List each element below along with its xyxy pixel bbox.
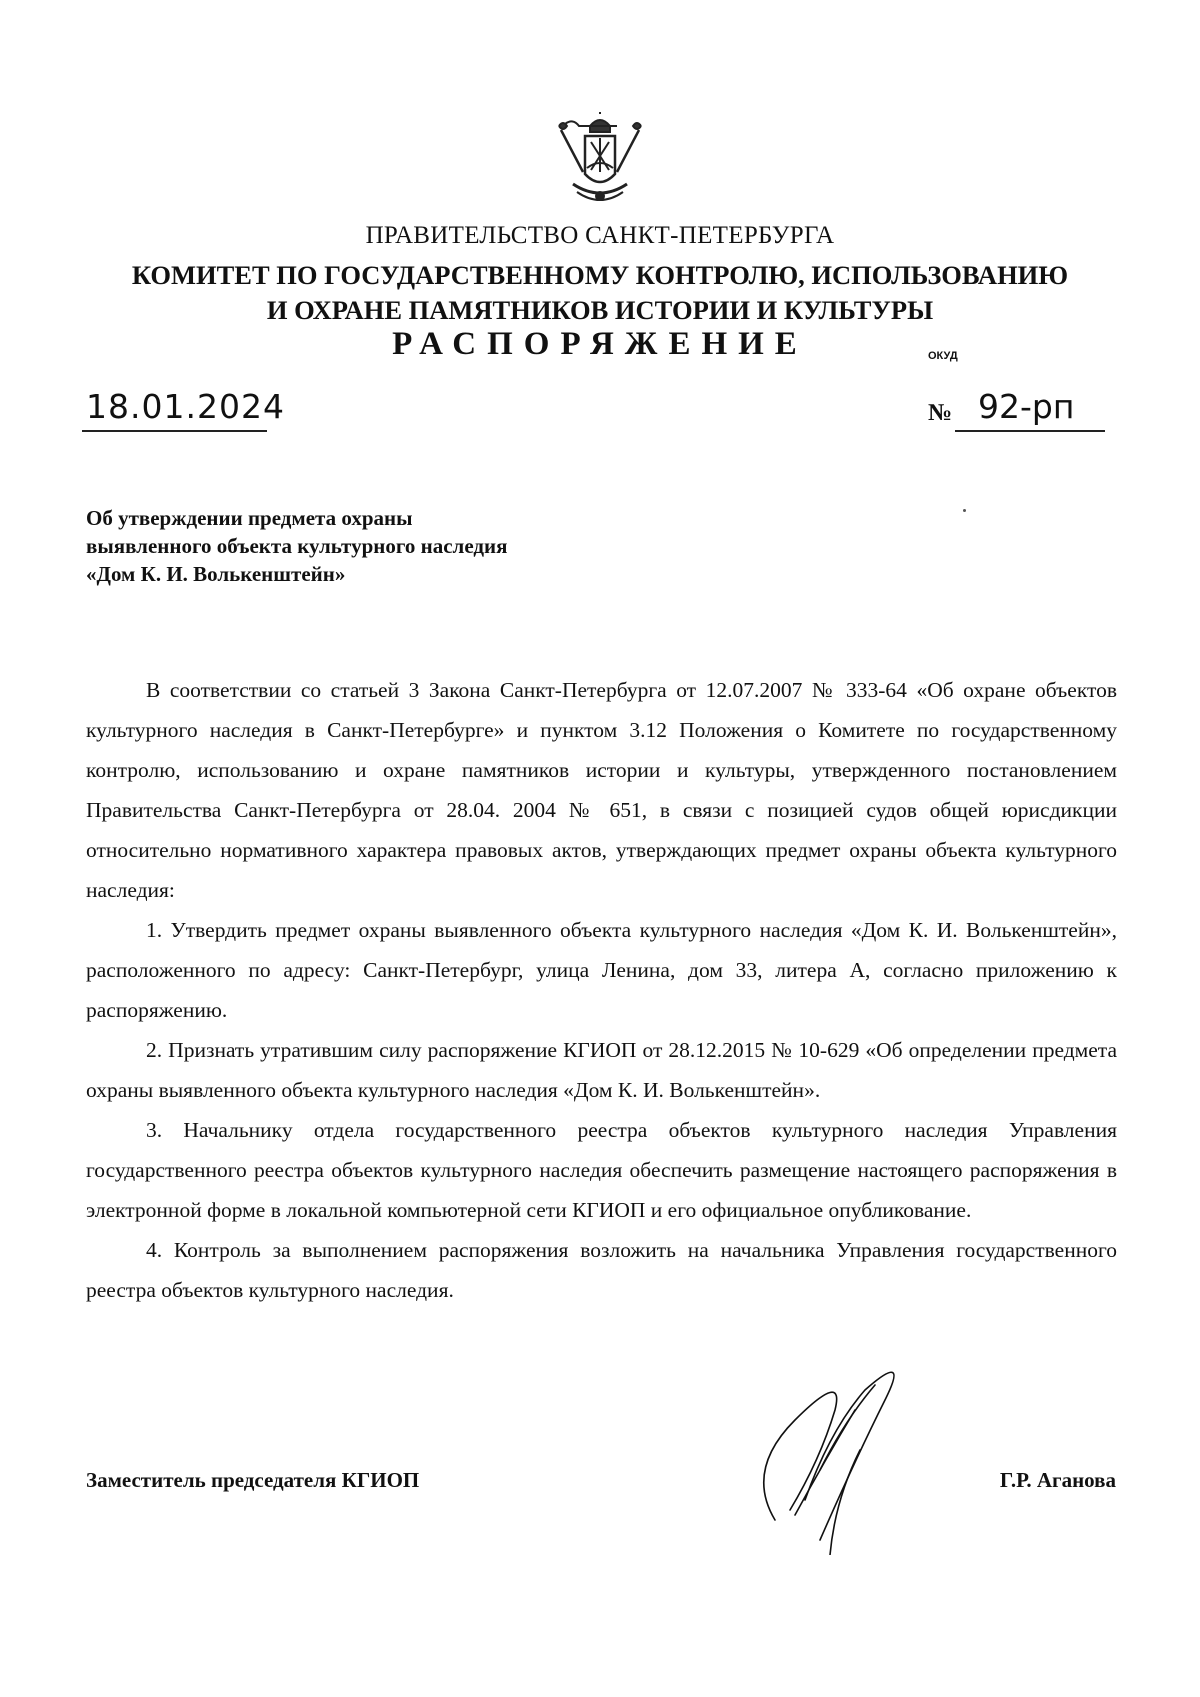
- subject-line2: выявленного объекта культурного наследия: [86, 534, 508, 558]
- number-label: №: [928, 400, 953, 426]
- signatory-name: Г.Р. Аганова: [999, 1468, 1116, 1492]
- document-body: [86, 670, 1117, 1310]
- scan-speck: [963, 509, 966, 512]
- document-type-title: РАСПОРЯЖЕНИЕ: [392, 326, 808, 362]
- subject-line1: Об утверждении предмета охраны: [86, 506, 413, 530]
- signatory-position: Заместитель председателя КГИОП: [86, 1468, 420, 1492]
- committee-name-line1: КОМИТЕТ ПО ГОСУДАРСТВЕННОМУ КОНТРОЛЮ, ИСПОЛЬЗОВАНИЮ: [131, 260, 1069, 290]
- item-4-paragraph: 4. Контроль за выполнением распоряжения возложить на начальника Управления государственного реестра объектов культурного наследия.: [86, 1238, 1117, 1302]
- committee-name-line2: И ОХРАНЕ ПАМЯТНИКОВ ИСТОРИИ И КУЛЬТУРЫ: [266, 295, 934, 325]
- item-3-paragraph: 3. Начальнику отдела государственного реестра объектов культурного наследия Управления государственного реестра объектов культурного наследия обеспечить размещение настоящего распоряжения в электронной форме в локальной компьютерной сети КГИОП и его официальное опубликование.: [86, 1118, 1117, 1222]
- committee-name: [0, 258, 1200, 328]
- document-number: 92-рп: [978, 387, 1075, 426]
- government-name: ПРАВИТЕЛЬСТВО САНКТ-ПЕТЕРБУРГА: [365, 222, 835, 249]
- preamble-paragraph: В соответствии со статьей 3 Закона Санкт-Петербурга от 12.07.2007 № 333-64 «Об охране объектов культурного наследия в Санкт-Петербурге» и пунктом 3.12 Положения о Комитете по государственному контролю, использованию и охране памятников истории и культуры, утвержденного постановлением Правительства Санкт-Петербурга от 28.04. 2004 № 651, в связи с позицией судов общей юрисдикции относительно нормативного характера правовых актов, утверждающих предмет охраны объекта культурного наследия:: [86, 678, 1117, 902]
- handwritten-signature-icon: [735, 1350, 935, 1555]
- subject-line3: «Дом К. И. Волькенштейн»: [86, 562, 346, 586]
- item-2-paragraph: 2. Признать утратившим силу распоряжение КГИОП от 28.12.2015 № 10-629 «Об определении предмета охраны выявленного объекта культурного наследия «Дом К. И. Волькенштейн».: [86, 1038, 1117, 1102]
- coat-of-arms-icon: [555, 112, 645, 212]
- document-date: 18.01.2024: [86, 387, 285, 426]
- item-1-paragraph: 1. Утвердить предмет охраны выявленного объекта культурного наследия «Дом К. И. Волькенштейн», расположенного по адресу: Санкт-Петербург, улица Ленина, дом 33, литера А, согласно приложению к распоряжению.: [86, 918, 1117, 1022]
- number-underline: [955, 430, 1105, 432]
- date-underline: [82, 430, 267, 432]
- okud-label: ОКУД: [928, 350, 958, 362]
- document-subject: [86, 504, 507, 588]
